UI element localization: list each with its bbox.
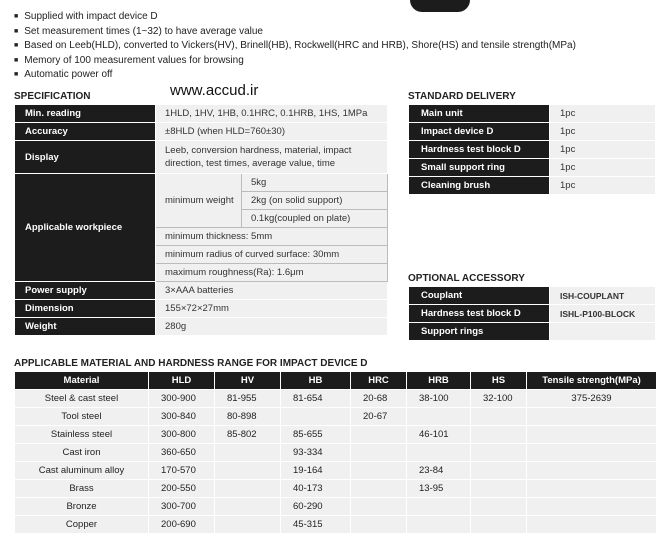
feature-item: ■ Based on Leeb(HLD), converted to Vickers(HV), Brinell(HB), Rockwell(HRC and HRB), Shore(HS) and tensile strength(MPa) xyxy=(14,39,576,54)
value-cell xyxy=(527,480,657,498)
value-cell xyxy=(471,408,527,426)
value-cell: 85-802 xyxy=(215,426,281,444)
value-cell xyxy=(351,462,407,480)
value-cell: 20-67 xyxy=(351,408,407,426)
value-cell xyxy=(471,516,527,534)
row-label: Accuracy xyxy=(15,123,156,141)
table-row xyxy=(15,141,388,174)
standard-delivery-table xyxy=(408,104,656,195)
material-cell: Brass xyxy=(15,480,149,498)
value-cell xyxy=(471,480,527,498)
table-row xyxy=(409,323,656,341)
column-header: HLD xyxy=(149,372,215,390)
table-row xyxy=(15,300,388,318)
value-cell xyxy=(215,498,281,516)
value-cell xyxy=(407,408,471,426)
item-qty: 1pc xyxy=(550,141,656,159)
row-value: 1HLD, 1HV, 1HB, 0.1HRC, 0.1HRB, 1HS, 1MPa xyxy=(156,105,388,123)
table-row xyxy=(15,282,388,300)
table-row xyxy=(409,287,656,305)
table-row xyxy=(15,174,388,192)
value-cell xyxy=(471,444,527,462)
value-cell xyxy=(215,444,281,462)
value-cell xyxy=(215,480,281,498)
value-cell: 170-570 xyxy=(149,462,215,480)
value-cell xyxy=(407,498,471,516)
item-code xyxy=(550,323,656,341)
row-value: 3×AAA batteries xyxy=(156,282,388,300)
range-table-title: APPLICABLE MATERIAL AND HARDNESS RANGE FOR IMPACT DEVICE D xyxy=(14,358,368,369)
value-cell: 23-84 xyxy=(407,462,471,480)
row-label: Min. reading xyxy=(15,105,156,123)
value-cell xyxy=(407,516,471,534)
max-roughness: maximum roughness(Ra): 1.6μm xyxy=(156,264,388,282)
value-cell xyxy=(471,498,527,516)
material-cell: Cast aluminum alloy xyxy=(15,462,149,480)
table-row xyxy=(15,426,657,444)
value-cell xyxy=(351,444,407,462)
row-value: 280g xyxy=(156,318,388,336)
value-cell xyxy=(407,444,471,462)
table-row xyxy=(409,305,656,323)
min-radius: minimum radius of curved surface: 30mm xyxy=(156,246,388,264)
value-cell: 81-955 xyxy=(215,390,281,408)
column-header: Tensile strength(MPa) xyxy=(527,372,657,390)
value-cell xyxy=(215,462,281,480)
optional-accessory-title: OPTIONAL ACCESSORY xyxy=(408,273,525,284)
item-name: Impact device D xyxy=(409,123,550,141)
table-row xyxy=(15,123,388,141)
table-row xyxy=(15,105,388,123)
item-name: Small support ring xyxy=(409,159,550,177)
value-cell: 13-95 xyxy=(407,480,471,498)
row-value: 155×72×27mm xyxy=(156,300,388,318)
table-row xyxy=(409,141,656,159)
weight-value: 2kg (on solid support) xyxy=(242,192,388,210)
column-header: HV xyxy=(215,372,281,390)
row-value: ±8HLD (when HLD=760±30) xyxy=(156,123,388,141)
table-header-row xyxy=(15,372,657,390)
table-row xyxy=(15,444,657,462)
watermark-url: www.accud.ir xyxy=(170,82,259,99)
value-cell xyxy=(527,498,657,516)
table-row xyxy=(15,390,657,408)
row-label: Dimension xyxy=(15,300,156,318)
table-row xyxy=(15,318,388,336)
value-cell xyxy=(527,408,657,426)
row-value: Leeb, conversion hardness, material, impact direction, test times, average value, time xyxy=(156,141,388,174)
row-label: Weight xyxy=(15,318,156,336)
row-label: Power supply xyxy=(15,282,156,300)
value-cell: 200-690 xyxy=(149,516,215,534)
specification-title: SPECIFICATION xyxy=(14,91,91,102)
value-cell xyxy=(471,462,527,480)
item-name: Main unit xyxy=(409,105,550,123)
table-row xyxy=(409,105,656,123)
item-name: Couplant xyxy=(409,287,550,305)
table-row xyxy=(15,498,657,516)
table-row xyxy=(409,159,656,177)
value-cell xyxy=(351,516,407,534)
material-cell: Bronze xyxy=(15,498,149,516)
value-cell: 85-655 xyxy=(281,426,351,444)
item-qty: 1pc xyxy=(550,105,656,123)
value-cell xyxy=(351,426,407,444)
feature-item: ■ Set measurement times (1~32) to have average value xyxy=(14,25,576,40)
column-header: HRC xyxy=(351,372,407,390)
value-cell: 93-334 xyxy=(281,444,351,462)
feature-item: ■ Memory of 100 measurement values for browsing xyxy=(14,54,576,69)
min-thickness: minimum thickness: 5mm xyxy=(156,228,388,246)
value-cell: 300-900 xyxy=(149,390,215,408)
column-header: HB xyxy=(281,372,351,390)
item-name: Support rings xyxy=(409,323,550,341)
column-header: HRB xyxy=(407,372,471,390)
table-row xyxy=(15,516,657,534)
material-cell: Stainless steel xyxy=(15,426,149,444)
table-row xyxy=(409,177,656,195)
item-qty: 1pc xyxy=(550,177,656,195)
item-name: Cleaning brush xyxy=(409,177,550,195)
table-row xyxy=(15,480,657,498)
value-cell xyxy=(471,426,527,444)
item-qty: 1pc xyxy=(550,159,656,177)
value-cell: 300-800 xyxy=(149,426,215,444)
value-cell xyxy=(527,516,657,534)
value-cell: 80-898 xyxy=(215,408,281,426)
value-cell xyxy=(527,426,657,444)
feature-item: ■ Supplied with impact device D xyxy=(14,10,576,25)
material-cell: Cast iron xyxy=(15,444,149,462)
value-cell: 300-840 xyxy=(149,408,215,426)
column-header: Material xyxy=(15,372,149,390)
value-cell: 38-100 xyxy=(407,390,471,408)
material-cell: Steel & cast steel xyxy=(15,390,149,408)
item-code: ISH-COUPLANT xyxy=(550,287,656,305)
specification-table xyxy=(14,104,388,336)
value-cell: 200-550 xyxy=(149,480,215,498)
table-row xyxy=(15,408,657,426)
value-cell: 60-290 xyxy=(281,498,351,516)
material-cell: Tool steel xyxy=(15,408,149,426)
value-cell: 360-650 xyxy=(149,444,215,462)
feature-item: ■ Automatic power off xyxy=(14,68,576,83)
value-cell: 46-101 xyxy=(407,426,471,444)
value-cell: 20-68 xyxy=(351,390,407,408)
item-name: Hardness test block D xyxy=(409,141,550,159)
value-cell: 300-700 xyxy=(149,498,215,516)
row-label: Applicable workpiece xyxy=(15,174,156,282)
item-qty: 1pc xyxy=(550,123,656,141)
column-header: HS xyxy=(471,372,527,390)
weight-value: 0.1kg(coupled on plate) xyxy=(242,210,388,228)
weight-value: 5kg xyxy=(242,174,388,192)
value-cell: 32-100 xyxy=(471,390,527,408)
material-cell: Copper xyxy=(15,516,149,534)
item-code: ISHL-P100-BLOCK xyxy=(550,305,656,323)
table-row xyxy=(15,462,657,480)
table-row xyxy=(409,123,656,141)
value-cell: 45-315 xyxy=(281,516,351,534)
feature-list xyxy=(14,10,576,83)
value-cell xyxy=(351,498,407,516)
value-cell xyxy=(215,516,281,534)
item-name: Hardness test block D xyxy=(409,305,550,323)
value-cell xyxy=(351,480,407,498)
value-cell xyxy=(281,408,351,426)
value-cell: 40-173 xyxy=(281,480,351,498)
optional-accessory-table xyxy=(408,286,656,341)
value-cell: 81-654 xyxy=(281,390,351,408)
row-label: Display xyxy=(15,141,156,174)
value-cell xyxy=(527,462,657,480)
value-cell xyxy=(527,444,657,462)
value-cell: 375-2639 xyxy=(527,390,657,408)
hardness-range-table xyxy=(14,371,657,534)
standard-delivery-title: STANDARD DELIVERY xyxy=(408,91,516,102)
min-weight-label: minimum weight xyxy=(156,174,242,228)
value-cell: 19-164 xyxy=(281,462,351,480)
